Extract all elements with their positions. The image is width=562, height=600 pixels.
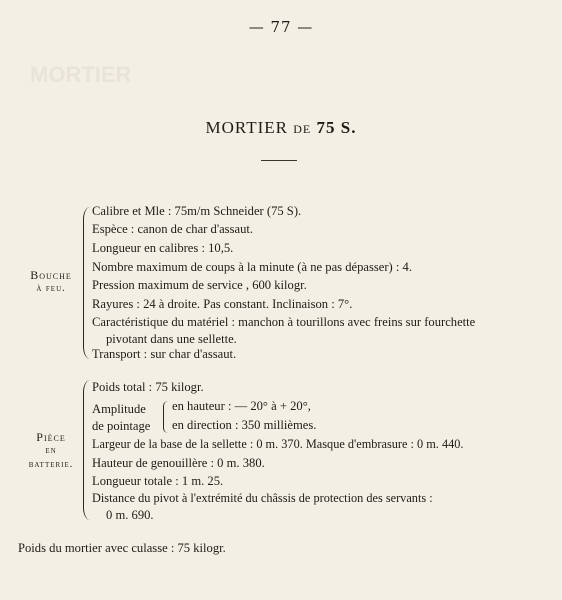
spec-line: Largeur de la base de la sellette : 0 m. 370. Masque d'embrasure : 0 m. 440. [92,437,464,451]
title-main: MORTIER [205,118,288,137]
spec-line: Poids total : 75 kilogr. [92,380,204,394]
section-brace-bouche [83,207,90,359]
spec-line-continued: 0 m. 690. [106,508,154,522]
spec-line: Pression maximum de service , 600 kilogr. [92,278,307,292]
section-label-bouche-line2: à feu. [36,283,66,294]
section-label-piece-line1: Pièce [36,430,66,444]
spec-line: Espèce : canon de char d'assaut. [92,222,254,236]
section-label-piece-line2: en [45,445,57,456]
amplitude-direction: en direction : 350 millièmes. [172,418,317,432]
spec-line: Transport : sur char d'assaut. [92,347,237,361]
spec-line: Longueur en calibres : 10,5. [92,241,234,255]
amplitude-brace [163,401,168,433]
footer-note: Poids du mortier avec culasse : 75 kilogr. [18,541,226,555]
spec-line: Calibre et Mle : 75m/m Schneider (75 S). [92,204,302,218]
section-brace-piece [83,380,90,520]
title-de: DE [293,122,312,136]
title-divider [261,160,297,161]
spec-line: Hauteur de genouillère : 0 m. 380. [92,456,265,470]
spec-line: Rayures : 24 à droite. Pas constant. Inclinaison : 7°. [92,297,353,311]
amplitude-label-2: de pointage [92,419,151,433]
page-title [0,118,562,138]
amplitude-hauteur: en hauteur : — 20° à + 20°, [172,399,311,413]
page-number: — 77 — [248,18,314,36]
spec-line: Caractéristique du matériel : manchon à tourillons avec freins sur fourchette [92,315,476,329]
section-label-piece [24,430,78,472]
spec-line: Nombre maximum de coups à la minute (à ne pas dépasser) : 4. [92,260,412,274]
spec-line: Distance du pivot à l'extrémité du châssis de protection des servants : [92,491,433,505]
show-through-text: MORTIER [30,62,132,87]
spec-line: Longueur totale : 1 m. 25. [92,474,224,488]
section-label-bouche [24,268,78,296]
section-label-bouche-line1: Bouche [30,268,72,282]
title-caliber: 75 S. [316,118,357,137]
spec-line-continued: pivotant dans une sellette. [106,332,237,346]
amplitude-label-1: Amplitude [92,402,146,416]
section-label-piece-line3: batterie. [28,459,74,470]
